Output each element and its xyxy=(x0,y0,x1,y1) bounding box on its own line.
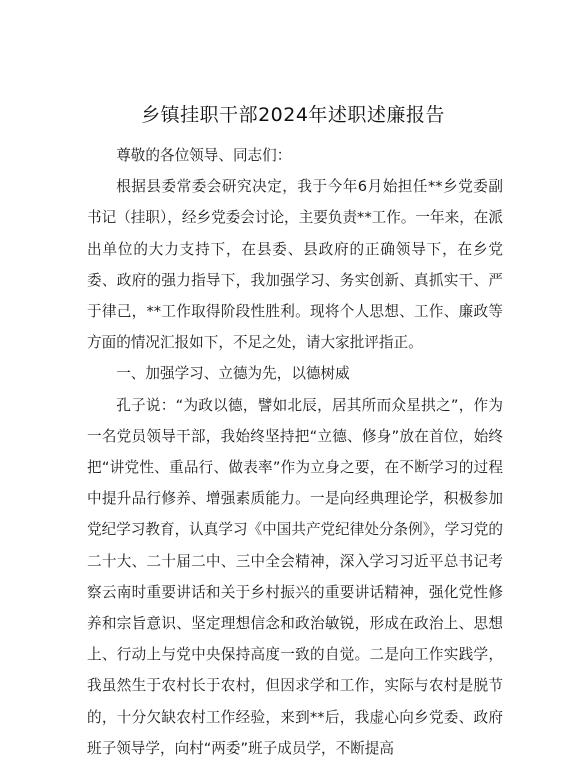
salutation: 尊敬的各位领导、同志们： xyxy=(116,147,292,164)
document-body xyxy=(87,140,503,764)
section-heading: 一、加强学习、立德为先，以德树威 xyxy=(116,365,350,383)
document-title: 乡镇挂职干部2024年述职述廉报告 xyxy=(141,104,445,126)
paragraph-section-1: 孔子说：“为政以德，譬如北辰，居其所而众星拱之”，作为一名党员领导干部，我始终坚持把“立德、修身”放在首位，始终把“讲党性、重品行、做表率”作为立身之要，在不断学习的过程中提升品行修养、增强素质能力。一是向经典理论学，积极参加党纪学习教育，认真学习《中国共产党纪律处分条例》，学习党的二十大、二十届二中、三中全会精神，深入学习习近平总书记考察云南时重要讲话和关于乡村振兴的重要讲话精神，强化党性修养和宗旨意识、坚定理想信念和政治敏锐，形成在政治上、思想上、行动上与党中央保持高度一致的自觉。二是向工作实践学，我虽然生于农村长于农村，但因求学和工作，实际与农村是脱节的，十分欠缺农村工作经验，来到**后，我虚心向乡党委、政府班子领导学，向村“两委”班子成员学，不断提高 xyxy=(87,396,503,757)
paragraph-intro: 根据县委常委会研究决定，我于今年6月始担任**乡党委副书记（挂职），经乡党委会讨论，主要负责**工作。一年来，在派出单位的大力支持下，在县委、县政府的正确领导下，在乡党委、政府的强力指导下，我加强学习、务实创新、真抓实干、严于律己，**工作取得阶段性胜利。现将个人思想、工作、廉政等方面的情况汇报如下，不足之处，请大家批评指正。 xyxy=(87,178,503,352)
